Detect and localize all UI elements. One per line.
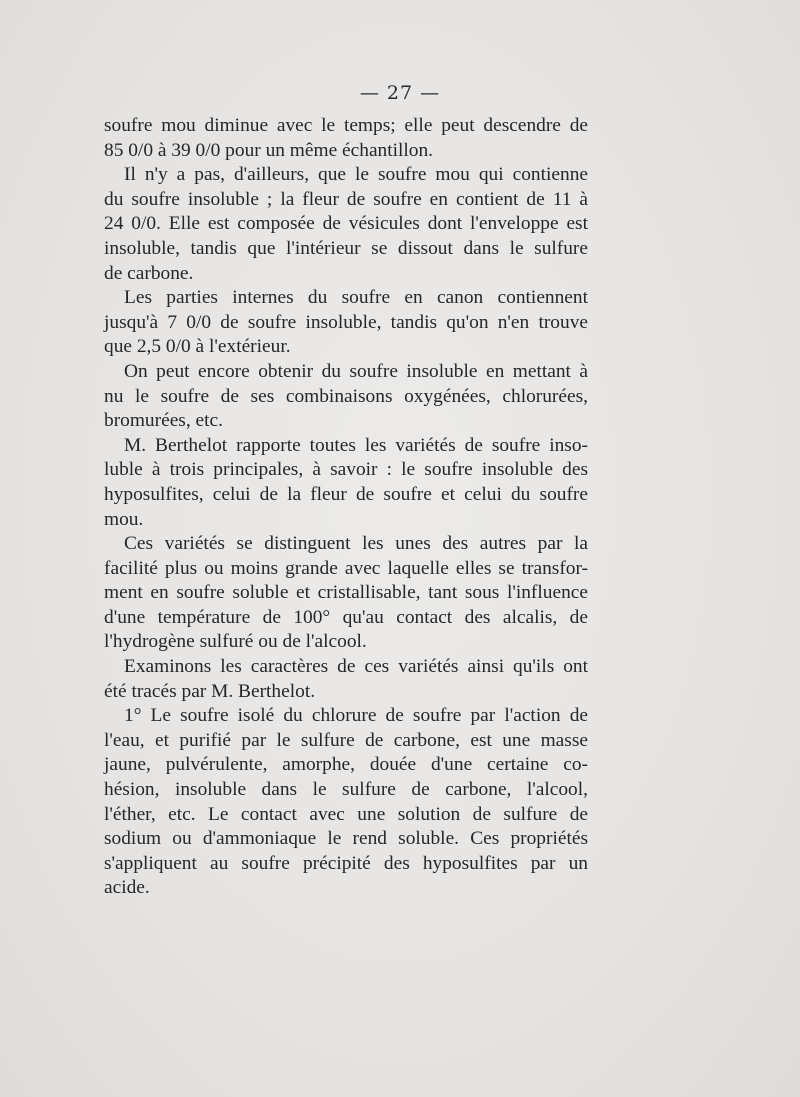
text-line: Les parties internes du soufre en canon contiennent [124,287,588,309]
text-line: l'éther, etc. Le contact avec une solution de sulfure de [104,803,588,825]
text-line: acide. [104,877,150,899]
text-line: 24 0/0. Elle est composée de vésicules dont l'enveloppe est [104,213,588,235]
text-line: mou. [104,508,144,530]
body-text [104,114,588,901]
text-line: Il n'y a pas, d'ailleurs, que le soufre mou qui contienne [124,164,588,186]
text-line: Ces variétés se distinguent les unes des autres par la [124,533,588,555]
text-line: On peut encore obtenir du soufre insoluble en mettant à [124,360,588,382]
text-line: insoluble, tandis que l'intérieur se dissout dans le sulfure [104,237,588,259]
text-line: sodium ou d'ammoniaque le rend soluble. Ces propriétés [104,828,588,850]
text-line: nu le soufre de ses combinaisons oxygénées, chlorurées, [104,385,588,407]
text-line: jusqu'à 7 0/0 de soufre insoluble, tandis qu'on n'en trouve [104,311,588,333]
text-line: du soufre insoluble ; la fleur de soufre en contient de 11 à [104,188,588,210]
text-line: luble à trois principales, à savoir : le soufre insoluble des [104,459,588,481]
text-line: 1° Le soufre isolé du chlorure de soufre par l'action de [124,705,588,727]
text-line: 85 0/0 à 39 0/0 pour un même échantillon. [104,139,434,161]
text-line: M. Berthelot rapporte toutes les variétés de soufre inso- [124,434,588,456]
text-line: s'appliquent au soufre précipité des hyposulfites par un [104,852,588,874]
text-line: bromurées, etc. [104,410,223,432]
text-line: soufre mou diminue avec le temps; elle peut descendre de [104,115,588,136]
text-line: été tracés par M. Berthelot. [104,680,316,702]
text-line: jaune, pulvérulente, amorphe, douée d'une certaine co- [104,754,588,776]
text-line: facilité plus ou moins grande avec laquelle elles se transfor- [104,557,588,579]
text-line: hésion, insoluble dans le sulfure de carbone, l'alcool, [104,779,588,801]
text-line: l'eau, et purifié par le sulfure de carbone, est une masse [104,729,588,751]
text-line: de carbone. [104,262,194,284]
text-line: hyposulfites, celui de la fleur de soufre et celui du soufre [104,483,588,505]
text-line: que 2,5 0/0 à l'extérieur. [104,336,291,358]
text-line: d'une température de 100° qu'au contact des alcalis, de [104,606,588,628]
text-line: l'hydrogène sulfuré ou de l'alcool. [104,631,367,653]
text-line: Examinons les caractères de ces variétés ainsi qu'ils ont [124,656,588,678]
text-line: ment en soufre soluble et cristallisable, tant sous l'influence [104,582,588,604]
page-number: — 27 — [359,82,441,104]
